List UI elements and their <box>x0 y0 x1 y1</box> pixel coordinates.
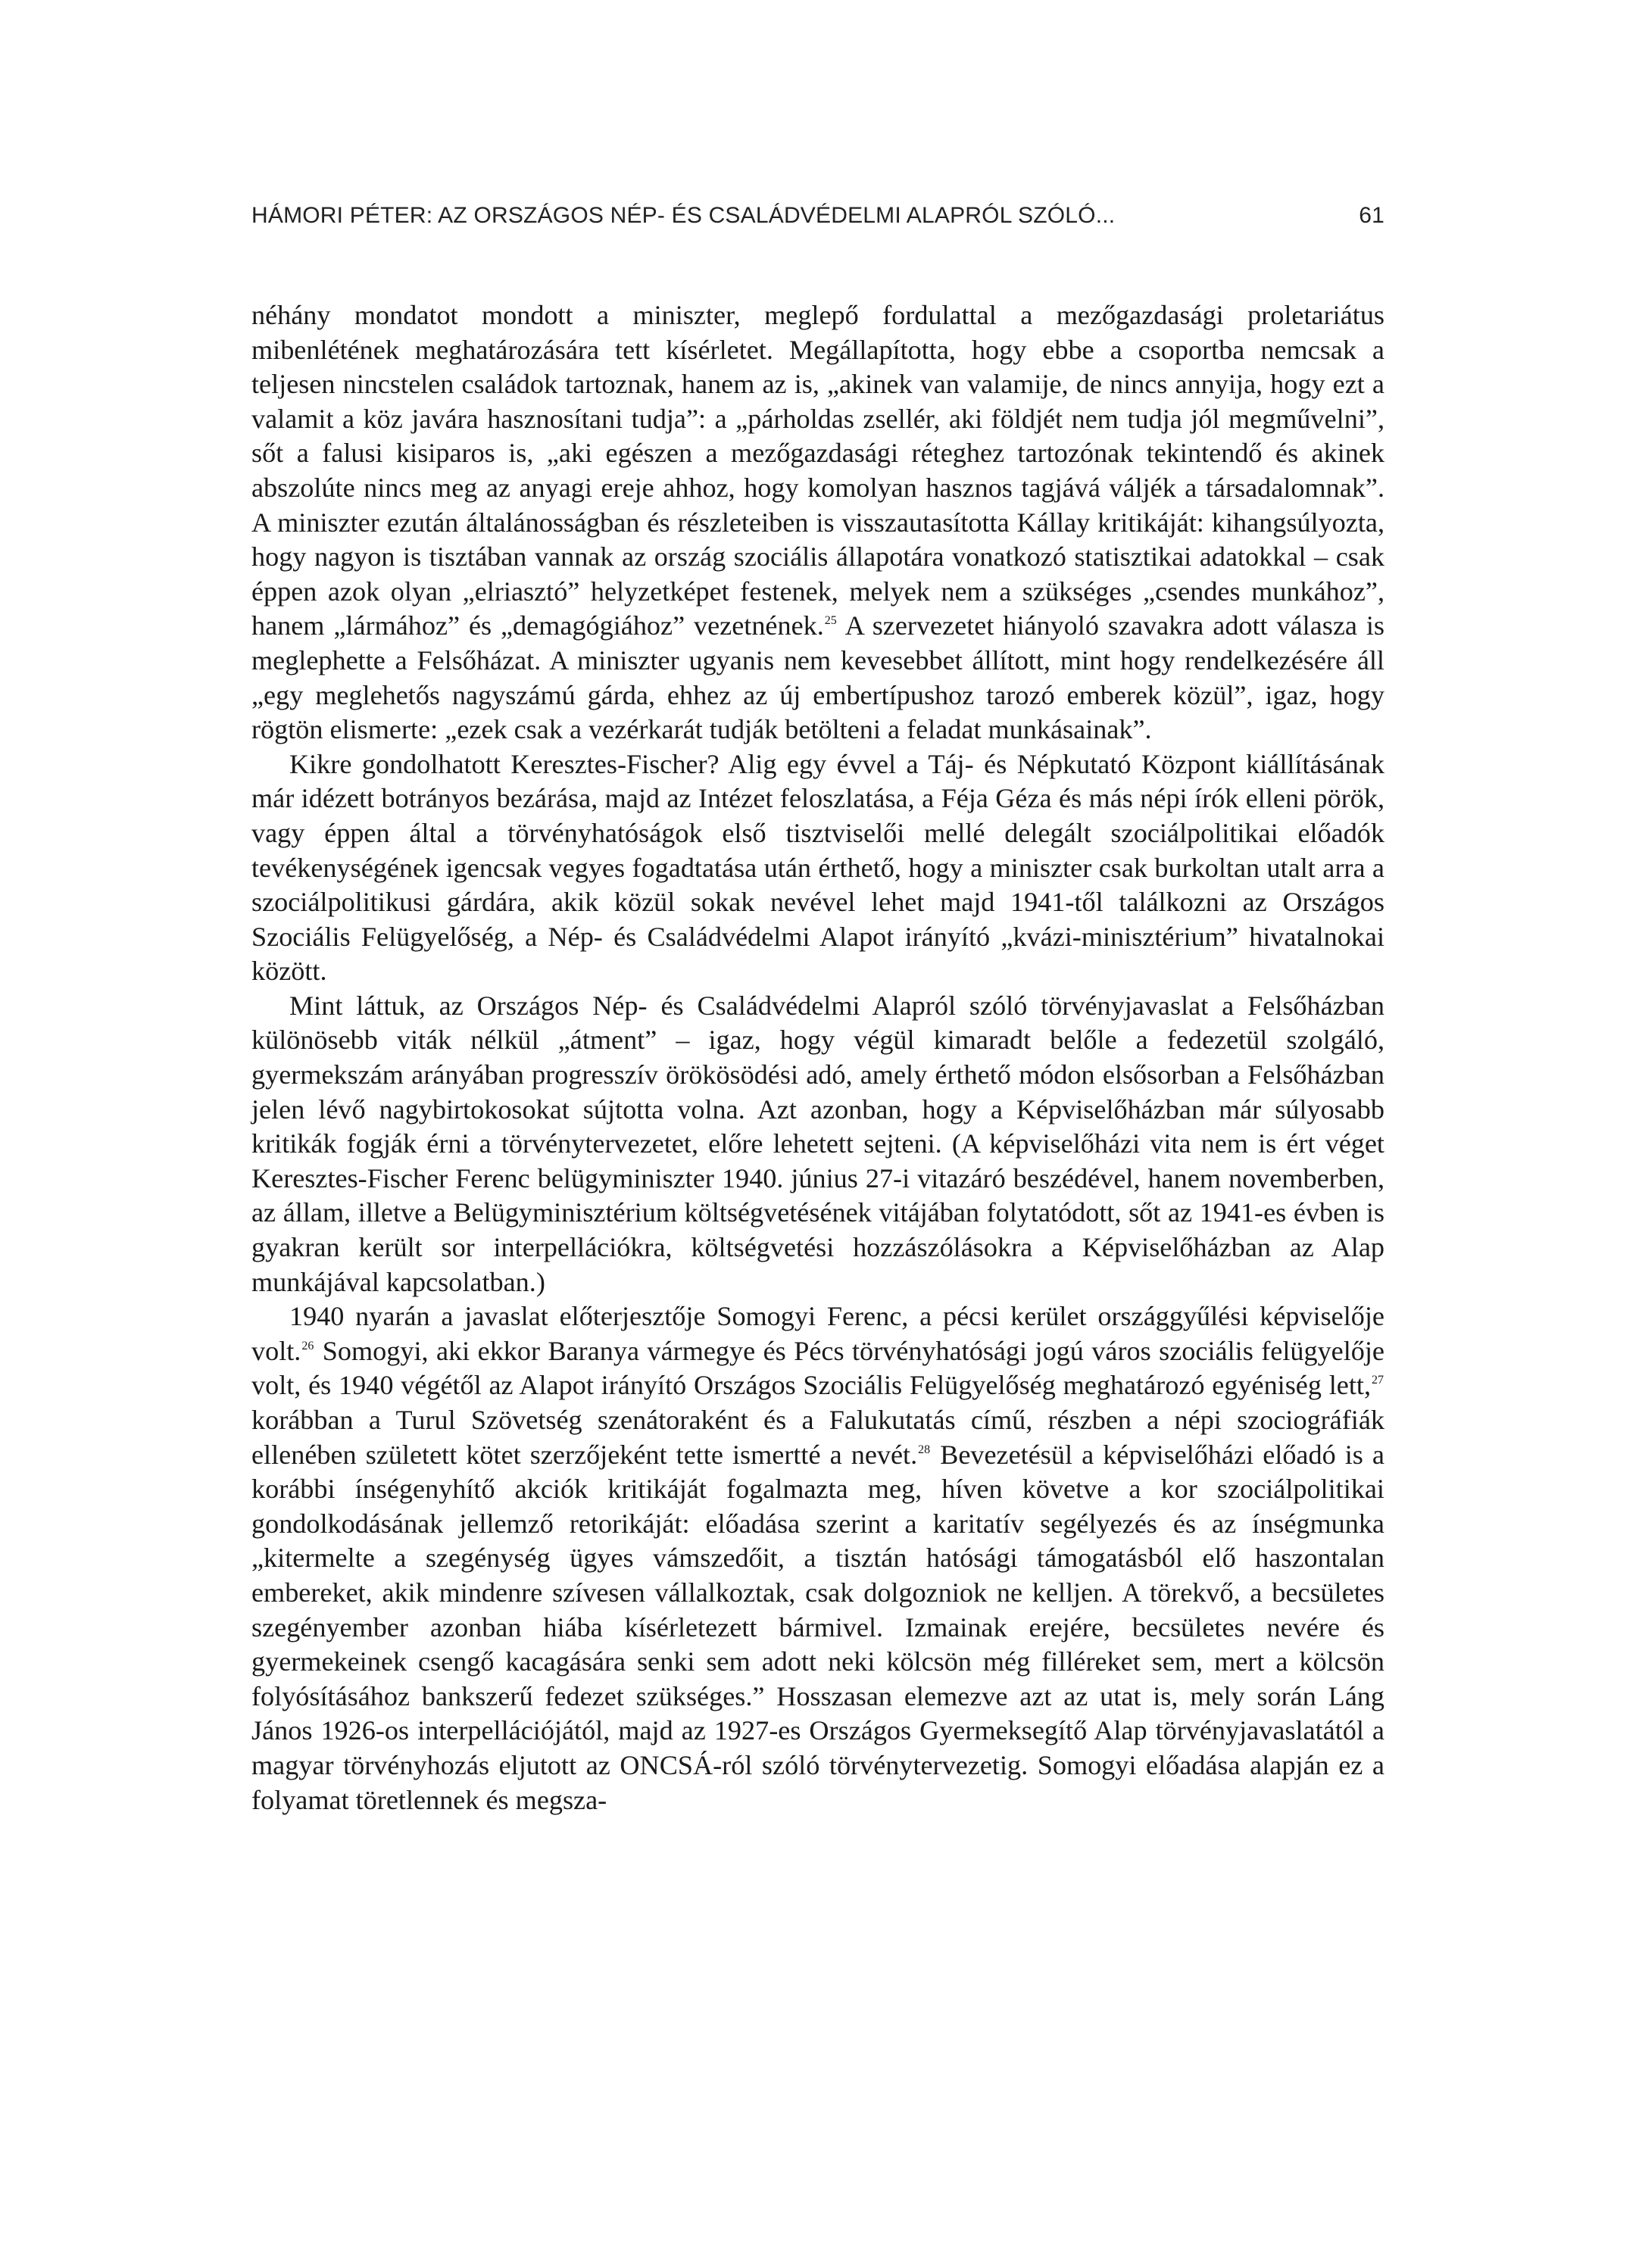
paragraph <box>251 298 1384 747</box>
running-header <box>251 203 1384 229</box>
paragraph-text: 1940 nyarán a javaslat előterjesztője Somogyi Ferenc, a pécsi kerület országgyűlési képviselője volt. <box>251 1301 1384 1366</box>
paragraph-text: Kikre gondolhatott Keresztes-Fischer? Alig egy évvel a Táj- és Népkutató Központ kiállításának már idézett botrányos bezárása, majd az Intézet feloszlatása, a Féja Géza és más népi írók elleni pörök, vagy éppen által a törvényhatóságok első tisztviselői mellé delegált szociálpolitikai előadók tevékenységének igencsak vegyes fogadtatása után érthető, hogy a miniszter csak burkoltan utalt arra a szociálpolitikusi gárdára, akik közül sokak nevével lehet majd 1941-től találkozni az Országos Szociális Felügyelőség, a Nép- és Családvédelmi Alapot irányító „kvázi-minisztérium” hivatalnokai között. <box>251 748 1384 987</box>
paragraph-text: Bevezetésül a képviselőházi előadó is a korábbi ínségenyhítő akciók kritikáját fogalmazta meg, híven követve a kor szociálpolitikai gondolkodásának jellemző retorikáját: előadása szerint a karitatív segélyezés és az ínségmunka „kitermelte a szegénység ügyes vámszedőit, a tisztán hatósági támogatásból elő haszontalan embereket, akik mindenre szívesen vállalkoztak, csak dolgozniok ne kelljen. A törekvő, a becsületes szegényember azonban hiába kísérletezett bármivel. Izmainak erejére, becsületes nevére és gyermekeinek csengő kacagására senki sem adott neki kölcsön még filléreket sem, mert a kölcsön folyósításához bankszerű fedezet szükséges.” Hosszasan elemezve azt az utat is, mely során Láng János 1926-os interpellációjától, majd az 1927-es Országos Gyermeksegítő Alap törvényjavaslatától a magyar törvényhozás eljutott az ONCSÁ-ról szóló törvénytervezetig. Somogyi előadása alapján ez a folyamat töretlennek és megsza- <box>251 1439 1384 1815</box>
footnote-ref[interactable]: 27 <box>1372 1374 1384 1387</box>
footnote-ref[interactable]: 26 <box>301 1339 314 1352</box>
paragraph <box>251 1299 1384 1817</box>
paragraph-text: néhány mondatot mondott a miniszter, meglepő fordulattal a mezőgazdasági proletariátus mibenlétének meghatározására tett kísérletet. Megállapította, hogy ebbe a csoportba nemcsak a teljesen nincstelen családok tartoznak, hanem az is, „akinek van valamije, de nincs annyija, hogy ezt a valamit a köz javára hasznosítani tudja”: a „párholdas zsellér, aki földjét nem tudja jól megművelni”, sőt a falusi kisiparos is, „aki egészen a mezőgazdasági réteghez tartozónak tekintendő és akinek abszolúte nincs meg az anyagi ereje ahhoz, hogy komolyan hasznos tagjává váljék a társadalomnak”. A miniszter ezután általánosságban és részleteiben is visszautasította Kállay kritikáját: kihangsúlyozta, hogy nagyon is tisztában vannak az ország szociális állapotára vonatkozó statisztikai adatokkal – csak éppen azok olyan „elriasztó” helyzetképet festenek, melyek nem a szükséges „csendes munkához”, hanem „lármához” és „demagógiához” vezetnének. <box>251 300 1384 641</box>
paragraph-text: A szervezetet hiányoló szavakra adott válasza is meglephette a Felsőházat. A miniszter ugyanis nem kevesebbet állított, mint hogy rendelkezésére áll „egy meglehetős nagyszámú gárda, ehhez az új embertípushoz tarozó emberek közül”, igaz, hogy rögtön elismerte: „ezek csak a vezérkarát tudják betölteni a feladat munkásainak”. <box>251 610 1384 745</box>
paragraph <box>251 989 1384 1299</box>
footnote-ref[interactable]: 25 <box>824 614 837 628</box>
footnote-ref[interactable]: 28 <box>918 1443 931 1456</box>
paragraph-text: Mint láttuk, az Országos Nép- és Családvédelmi Alapról szóló törvényjavaslat a Felsőházban különösebb viták nélkül „átment” – igaz, hogy végül kimaradt belőle a fedezetül szolgáló, gyermekszám arányában progresszív örökösödési adó, amely érthető módon elsősorban a Felsőházban jelen lévő nagybirtokosokat sújtotta volna. Azt azonban, hogy a Képviselőházban már súlyosabb kritikák fogják érni a törvénytervezetet, előre lehetett sejteni. (A képviselőházi vita nem is ért véget Keresztes-Fischer Ferenc belügyminiszter 1940. június 27-i vitazáró beszédével, hanem novemberben, az állam, illetve a Belügyminisztérium költségvetésének vitájában folytatódott, sőt az 1941-es évben is gyakran került sor interpellációkra, költségvetési hozzászólásokra a Képviselőházban az Alap munkájával kapcsolatban.) <box>251 990 1384 1297</box>
paragraph-text: Somogyi, aki ekkor Baranya vármegye és Pécs törvényhatósági jogú város szociális felügyelője volt, és 1940 végétől az Alapot irányító Országos Szociális Felügyelőség meghatározó egyéniség lett, <box>251 1335 1384 1401</box>
article-body <box>251 298 1384 1817</box>
paragraph <box>251 747 1384 989</box>
paragraph-text: korábban a Turul Szövetség szenátoraként és a Falukutatás című, részben a népi szociográfiák ellenében született kötet szerzőjeként tette ismertté a nevét. <box>251 1405 1384 1470</box>
page-number: 61 <box>1359 203 1384 228</box>
running-title: HÁMORI PÉTER: AZ ORSZÁGOS NÉP- ÉS CSALÁDVÉDELMI ALAPRÓL SZÓLÓ... <box>251 203 1116 228</box>
